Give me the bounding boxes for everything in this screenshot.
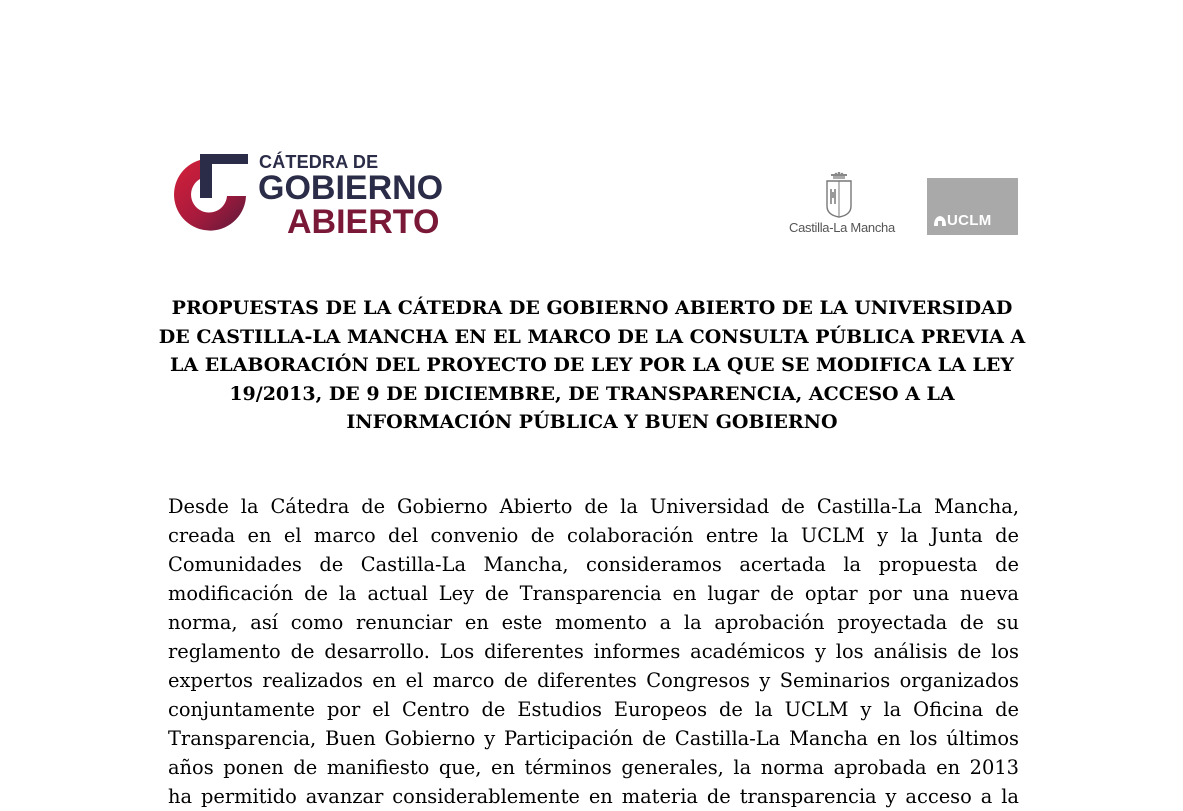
uclm-label: UCLM (947, 212, 992, 229)
title-line: DE CASTILLA-LA MANCHA EN EL MARCO DE LA CONSULTA PÚBLICA PREVIA A (158, 325, 1026, 348)
body-line: Comunidades de Castilla-La Mancha, consideramos acertada la propuesta de (168, 553, 1019, 576)
castilla-la-mancha-crest-icon (789, 172, 889, 218)
catedra-logo-line2: GOBIERNO (258, 169, 444, 207)
body-line: Transparencia, Buen Gobierno y Participación de Castilla-La Mancha en los últimos (168, 727, 1019, 750)
body-line: modificación de la actual Ley de Transparencia en lugar de optar por una nueva (168, 582, 1019, 605)
catedra-logo-mark-icon (166, 152, 252, 238)
catedra-logo-line1: CÁTEDRA DE (259, 152, 379, 172)
body-line: norma, así como renunciar en este momento a la aprobación proyectada de su (168, 611, 1019, 634)
castilla-la-mancha-label: Castilla-La Mancha (789, 220, 895, 235)
catedra-gobierno-abierto-logo (166, 152, 456, 240)
castilla-la-mancha-logo (789, 172, 895, 238)
catedra-logo-line3: ABIERTO (287, 203, 440, 241)
body-line: expertos realizados en el marco de diferentes Congresos y Seminarios organizados (168, 669, 1019, 692)
uclm-emblem-icon (933, 215, 947, 227)
body-paragraph (168, 492, 1019, 811)
body-line: ha permitido avanzar considerablemente en materia de transparencia y acceso a la (168, 785, 1019, 808)
title-line: LA ELABORACIÓN DEL PROYECTO DE LEY POR LA QUE SE MODIFICA LA LEY (170, 354, 1014, 376)
body-line: reglamento de desarrollo. Los diferentes informes académicos y los análisis de los (168, 640, 1019, 663)
body-line: conjuntamente por el Centro de Estudios Europeos de la UCLM y la Oficina de (168, 698, 1019, 721)
body-line: creada en el marco del convenio de colaboración entre la UCLM y la Junta de (168, 524, 1019, 547)
body-line: años ponen de manifiesto que, en términos generales, la norma aprobada en 2013 (168, 756, 1019, 779)
title-line: 19/2013, DE 9 DE DICIEMBRE, DE TRANSPARENCIA, ACCESO A LA (229, 382, 955, 405)
title-line: INFORMACIÓN PÚBLICA Y BUEN GOBIERNO (346, 411, 838, 433)
uclm-logo (927, 178, 1018, 235)
body-line: Desde la Cátedra de Gobierno Abierto de la Universidad de Castilla-La Mancha, (168, 495, 1019, 518)
document-title (150, 294, 1034, 437)
title-line: PROPUESTAS DE LA CÁTEDRA DE GOBIERNO ABIERTO DE LA UNIVERSIDAD (171, 297, 1013, 319)
